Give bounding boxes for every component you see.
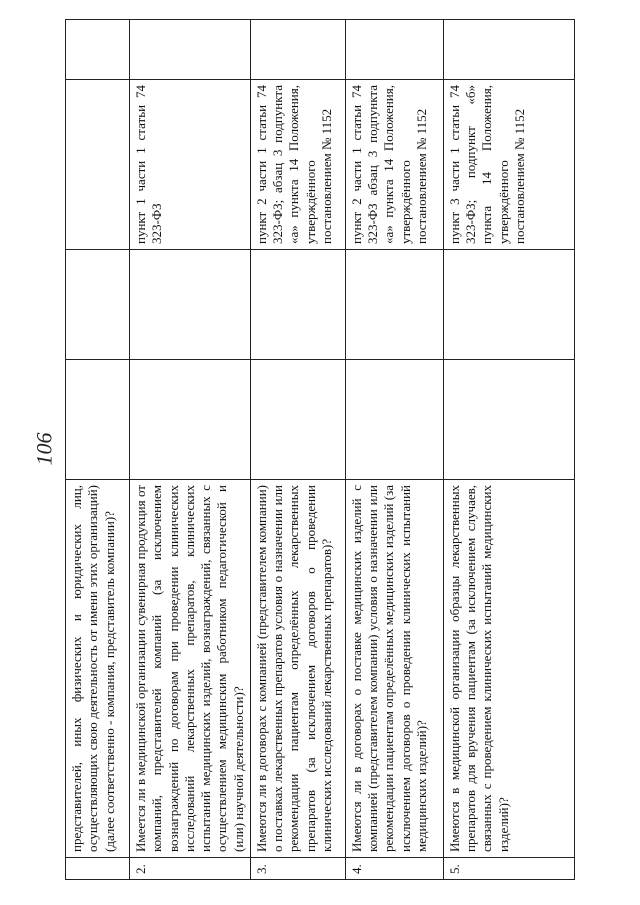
row-number: 3. [250, 858, 345, 880]
reference-cell: пункт 3 части 1 статьи 74 323-ФЗ; подпункт «б» пункта 14 Положения, утверждённого постановлением № 1152 [443, 80, 574, 250]
answer-yes-cell [250, 360, 345, 480]
rotated-table-wrapper [65, 20, 565, 880]
question-cell: Имеются ли в договорах с компанией (представителем компании) о поставках лекарственных препаратов условия о назначении или рекомендации пациентам определённых лекарственных препаратов (за исключением договоров о проведении клинических исследований лекарственных препаратов)? [250, 480, 345, 858]
question-cell: Имеется ли в медицинской организации сувенирная продукция от компаний, представителей компаний (за исключением вознаграждений по договорам при проведении клинических исследований лекарственных препаратов, клинических испытаний медицинских изделий, вознаграждений, связанных с осуществлением медицинским работником педагогической и (или) научной деятельности)? [130, 480, 251, 858]
note-cell [250, 20, 345, 80]
row-number: 5. [443, 858, 574, 880]
row-number: 4. [345, 858, 443, 880]
reference-cell: пункт 2 части 1 статьи 74 323-ФЗ абзац 3 подпункта «а» пункта 14 Положения, утверждённого постановлением № 1152 [345, 80, 443, 250]
note-cell [443, 20, 574, 80]
row-number: 2. [130, 858, 251, 880]
table-row [443, 20, 574, 880]
answer-yes-cell [130, 360, 251, 480]
answer-yes-cell [66, 360, 130, 480]
table-row [66, 20, 130, 880]
answer-no-cell [130, 250, 251, 360]
reference-cell: пункт 2 части 1 статьи 74 323-ФЗ; абзац 3 подпункта «а» пункта 14 Положения, утверждённого постановлением № 1152 [250, 80, 345, 250]
answer-no-cell [345, 250, 443, 360]
answer-no-cell [66, 250, 130, 360]
page-number: 106 [31, 432, 57, 466]
note-cell [345, 20, 443, 80]
question-cell: Имеются в медицинской организации образцы лекарственных препаратов для вручения пациентам (за исключением случаев, связанных с проведением клинических испытаний медицинских изделий)? [443, 480, 574, 858]
checklist-table [65, 19, 575, 880]
reference-cell [66, 80, 130, 250]
answer-no-cell [443, 250, 574, 360]
row-number [66, 858, 130, 880]
answer-no-cell [250, 250, 345, 360]
reference-cell: пункт 1 части 1 статьи 74 323-ФЗ [130, 80, 251, 250]
question-cell: представителей, иных физических и юридических лиц, осуществляющих свою деятельность от имени этих организаций) (далее соответственно - компания, представитель компании)? [66, 480, 130, 858]
note-cell [130, 20, 251, 80]
answer-yes-cell [345, 360, 443, 480]
note-cell [66, 20, 130, 80]
table-row [250, 20, 345, 880]
answer-yes-cell [443, 360, 574, 480]
table-row [345, 20, 443, 880]
table-row [130, 20, 251, 880]
question-cell: Имеются ли в договорах о поставке медицинских изделий с компанией (представителем компании) условия о назначении или рекомендации пациентам определённых медицинских изделий (за исключением договоров о проведении клинических испытаний медицинских изделий)? [345, 480, 443, 858]
